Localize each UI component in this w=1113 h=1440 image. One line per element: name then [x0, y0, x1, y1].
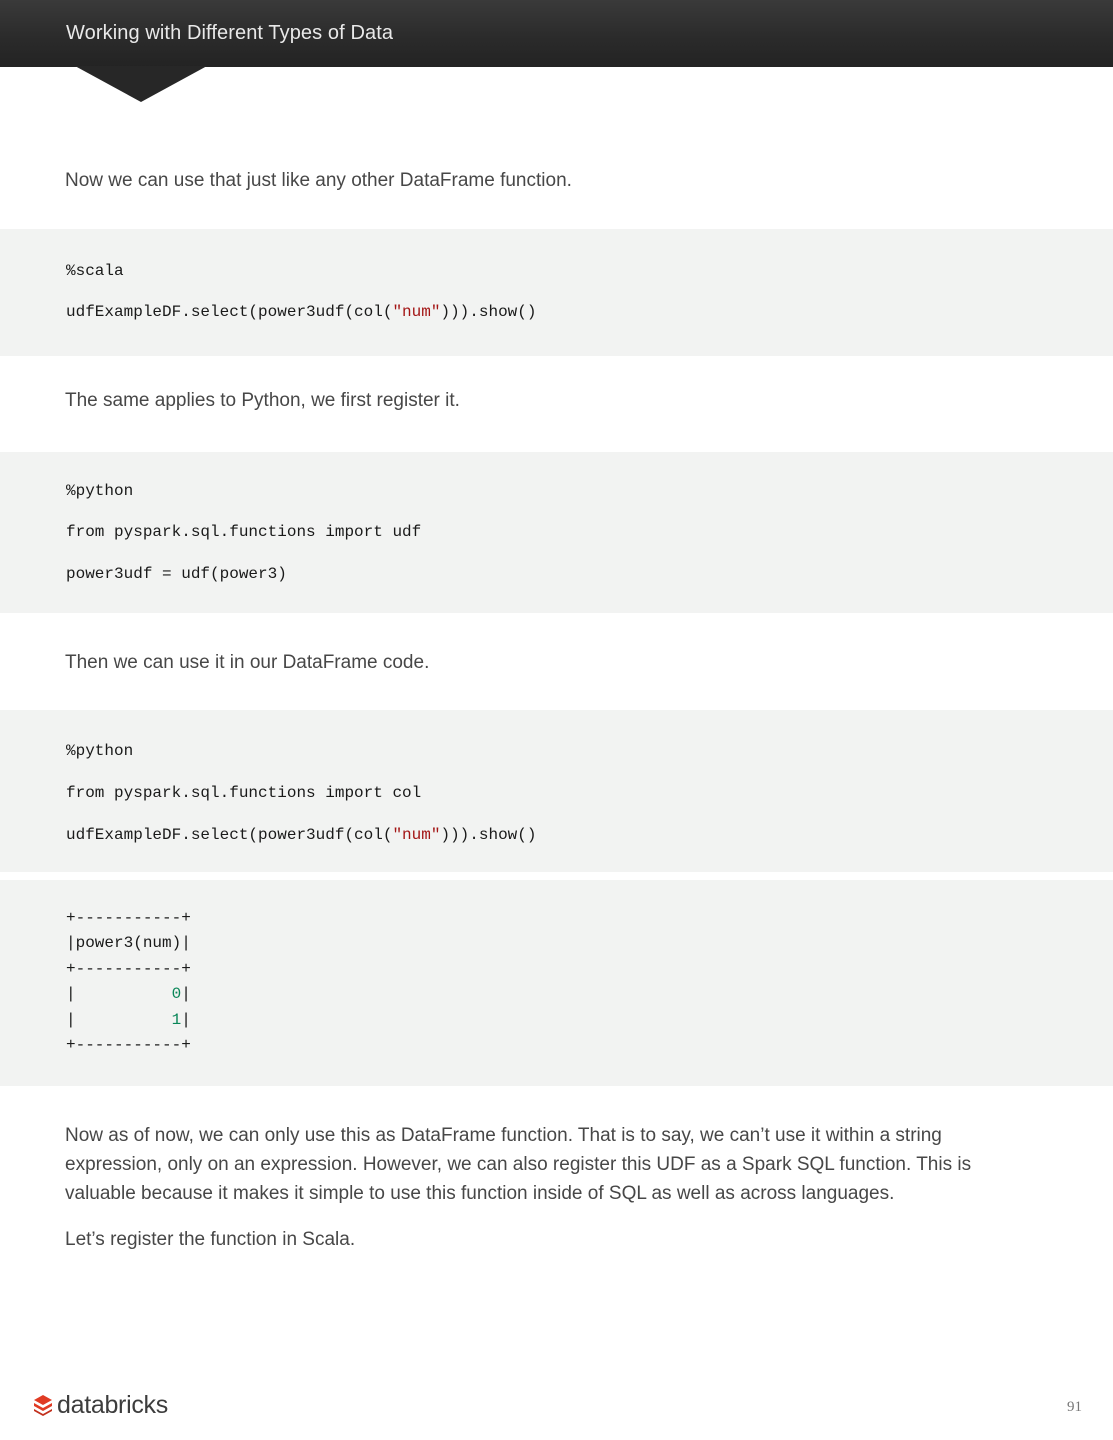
- paragraph-2: The same applies to Python, we first register it.: [65, 390, 460, 411]
- code-block-python-use: [0, 710, 1113, 872]
- paragraph-5: Let’s register the function in Scala.: [65, 1229, 356, 1250]
- databricks-stack-icon: [33, 1394, 53, 1416]
- string-literal: "num": [392, 826, 441, 844]
- string-literal: "num": [392, 303, 441, 321]
- code-line: %python: [66, 482, 134, 500]
- page-header: [0, 0, 1113, 67]
- paragraph-4: Now as of now, we can only use this as DataFrame function. That is to say, we can’t use it within a string expression, only on an expression. However, we can also register this UDF as a Spark SQL function. This is valuable because it makes it simple to use this function inside of SQL as well as across languages.: [65, 1125, 972, 1204]
- table-row: | 1|: [66, 1011, 191, 1029]
- code-line: %scala: [66, 262, 124, 280]
- header-notch: [75, 66, 207, 102]
- code-line: udfExampleDF.select(power3udf(col("num"))).show(): [66, 303, 537, 321]
- brand-name: databricks: [57, 1390, 168, 1419]
- table-border: +-----------+: [66, 909, 191, 927]
- cell-value: 0: [171, 985, 182, 1003]
- output-block: [0, 880, 1113, 1086]
- code-block-scala: [0, 229, 1113, 356]
- code-block-python-register: [0, 452, 1113, 613]
- paragraph-3: Then we can use it in our DataFrame code.: [65, 652, 430, 673]
- databricks-logo: [33, 1392, 168, 1418]
- paragraph-1: Now we can use that just like any other DataFrame function.: [65, 170, 572, 191]
- code-line: udfExampleDF.select(power3udf(col("num"))).show(): [66, 826, 537, 844]
- cell-value: 1: [171, 1011, 182, 1029]
- table-row: | 0|: [66, 985, 191, 1003]
- table-header: |power3(num)|: [66, 934, 191, 952]
- chapter-title: Working with Different Types of Data: [66, 22, 394, 44]
- table-border: +-----------+: [66, 960, 191, 978]
- code-line: from pyspark.sql.functions import udf: [66, 523, 422, 541]
- code-line: power3udf = udf(power3): [66, 565, 287, 583]
- table-border: +-----------+: [66, 1036, 191, 1054]
- page-number: 91: [1067, 1399, 1082, 1415]
- code-line: %python: [66, 742, 134, 760]
- code-line: from pyspark.sql.functions import col: [66, 784, 422, 802]
